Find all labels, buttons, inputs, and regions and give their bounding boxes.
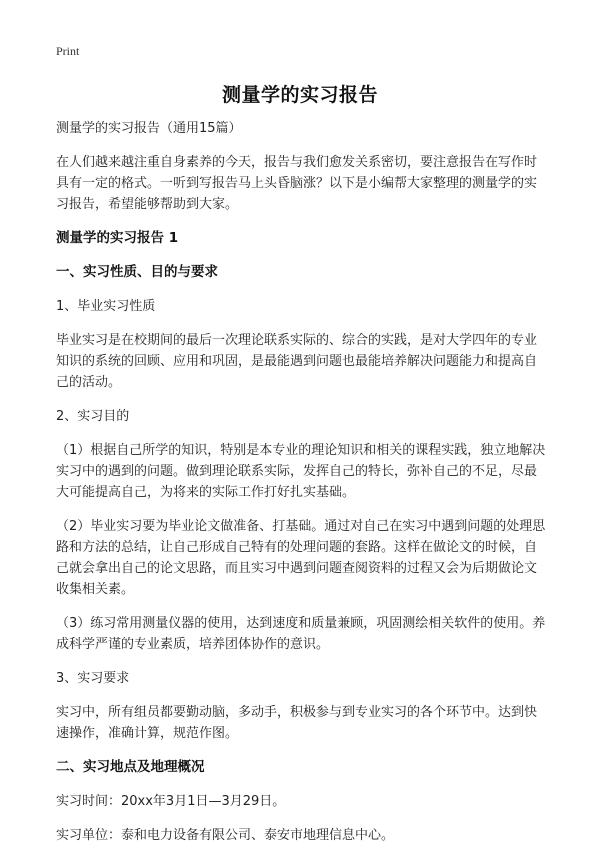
report-heading: 测量学的实习报告 1 [56,230,179,246]
print-label[interactable]: Print [56,44,80,58]
section-1-2-item-3: （3）练习常用测量仪器的使用，达到速度和质量兼顾，巩固测绘相关软件的使用。养成科学严谨的专业素质，培养团体协作的意识。 [56,616,546,652]
section-1-1-text: 毕业实习是在校期间的最后一次理论联系实际的、综合的实践，是对大学四年的专业知识的系统的回顾、应用和巩固，是最能遇到问题也最能培养解决问题能力和提高自己的活动。 [56,333,538,390]
internship-unit: 实习单位：泰和电力设备有限公司、泰安市地理信息中心。 [56,828,395,843]
internship-time: 实习时间：20xx年3月1日—3月29日。 [56,794,286,809]
section-1-3-text: 实习中，所有组员都要勤动脑，多动手，积极参与到专业实习的各个环节中。达到快速操作，准确计算，规范作图。 [56,705,538,741]
section-1-heading: 一、实习性质、目的与要求 [56,264,218,280]
section-1-1-heading: 1、毕业实习性质 [56,299,156,314]
section-1-2-item-2: （2）毕业实习要为毕业论文做准备、打基础。通过对自己在实习中遇到问题的处理思路和方法的总结，让自己形成自己特有的处理问题的套路。这样在做论文的时候，自己就会拿出自己的论文思路，而且实习中遇到问题查阅资料的过程又会为后期做论文收集相关素。 [56,519,546,597]
section-2-heading: 二、实习地点及地理概况 [56,759,205,775]
section-1-2-heading: 2、实习目的 [56,409,130,424]
document-body [56,118,546,859]
section-1-3-heading: 3、实习要求 [56,671,130,686]
doc-subtitle: 测量学的实习报告（通用15篇） [56,121,242,136]
intro-paragraph: 在人们越来越注重自身素养的今天，报告与我们愈发关系密切，要注意报告在写作时具有一定的格式。一听到写报告马上头昏脑涨？以下是小编帮大家整理的测量学的实习报告，希望能够帮助到大家。 [56,155,538,212]
section-1-2-item-1: （1）根据自己所学的知识，特别是本专业的理论知识和相关的课程实践，独立地解决实习中的遇到的问题。做到理论联系实际，发挥自己的特长，弥补自己的不足，尽最大可能提高自己，为将来的实际工作打好扎实基础。 [56,443,546,500]
page-title: 测量学的实习报告 [221,84,378,106]
